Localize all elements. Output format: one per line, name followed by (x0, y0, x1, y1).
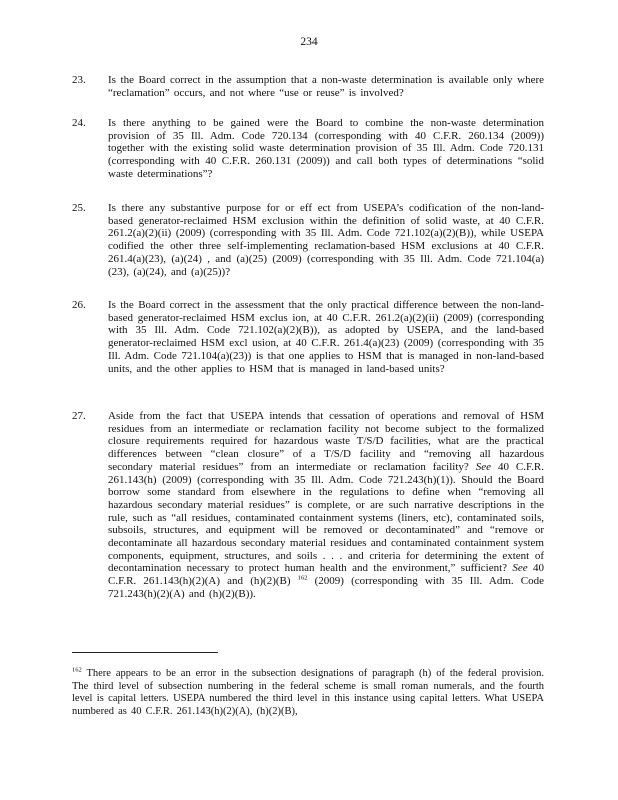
see-signal: See (475, 460, 491, 473)
see-signal: See (512, 562, 528, 575)
footnote-reference[interactable]: 162 (297, 574, 308, 582)
footnote-separator (72, 652, 218, 653)
footnote-number: 162 (72, 666, 82, 674)
question-number: 25. (72, 202, 86, 214)
question-text-part: 40 C.F.R. 261.143(h) (2009) (corresponding with 35 Ill. Adm. Code 721.243(h)(1)). Should the Board borrow some standard from elsewhere in the regulations to define when “removing all hazardous secondary material residues” is complete, or are such narrative descriptions in the rule, such as “all residues, contaminated containment systems (liners, etc), contaminated soils, subsoils, structures, and equipment will be removed or decontaminated” and “remove or decontaminate all hazardous secondary material residues and contaminated containment system components, equipment, structures, and soils . . . and criteria for determining the extent of decontamination necessary to protect human health and the environment,” sufficient? (108, 460, 545, 575)
question-number: 26. (72, 299, 86, 311)
footnote (72, 668, 544, 718)
question-text-part: (2009) (corresponding with 35 Ill. Adm. Code 721.243(h)(2)(A) and (h)(2)(B)). (108, 575, 545, 600)
question-number: 24. (72, 117, 86, 129)
page-number: 234 (300, 36, 318, 48)
question-number: 27. (72, 410, 86, 422)
question-text: Is the Board correct in the assumption that a non-waste determination is available only where “reclamation” occurs, and not where “use or reuse” is involved? (108, 74, 544, 99)
question-text (108, 410, 544, 601)
question-number: 23. (72, 74, 86, 86)
question-text: Is the Board correct in the assessment that the only practical difference between the non-land-based generator-reclaimed HSM exclus ion, at 40 C.F.R. 261.2(a)(2)(ii) (2009) (corresponding with 35 Ill. Adm. Code 721.102(a)(2)(B)), as adopted by USEPA, and the land-based generator-reclaimed HSM excl usion, at 40 C.F.R. 261.4(a)(23) (2009) (corresponding with 35 Ill. Adm. Code 721.104(a)(23)) is that one applies to HSM that is managed in non-land-based units, and the other applies to HSM that is managed in land-based units? (108, 299, 544, 375)
question-text-part: 40 C.F.R. 261.143(h)(2)(A) and (h)(2)(B) (108, 562, 545, 588)
question-text-part: Aside from the fact that USEPA intends that cessation of operations and removal of HSM residues from an intermediate or reclamation facility not become subject to the formalized closure requirements required for hazardous waste T/S/D facilities, what are the practical differences between “clean closure” of a T/S/D facility and “removing all hazardous secondary material residues” from an intermediate or reclamation facility? (108, 410, 544, 473)
footnote-text: There appears to be an error in the subsection designations of paragraph (h) of the federal provision. The third level of subsection numbering in the federal scheme is small roman numerals, and the fourth level is capital letters. USEPA numbered the third level in this instance using capital letters. What USEPA numbered as 40 C.F.R. 261.143(h)(2)(A), (h)(2)(B), (72, 668, 544, 717)
question-text: Is there any substantive purpose for or eff ect from USEPA’s codification of the non-land-based generator-reclaimed HSM exclusion within the definition of solid waste, at 40 C.F.R. 261.2(a)(2)(ii) (2009) (corresponding with 35 Ill. Adm. Code 721.102(a)(2)(B)), while USEPA codified the other three self-implementing reclamation-based HSM exclusions at 40 C.F.R. 261.4(a)(23), (a)(24) , and (a)(25) (2009) (corresponding with 35 Ill. Adm. Code 721.104(a)(23), (a)(24), and (a)(25))? (108, 202, 544, 278)
question-text: Is there anything to be gained were the Board to combine the non-waste determination provision of 35 Ill. Adm. Code 720.134 (corresponding with 40 C.F.R. 260.134 (2009)) together with the existing solid waste determination provision of 35 Ill. Adm. Code 720.131 (corresponding with 40 C.F.R. 260.131 (2009)) and call both types of determinations “solid waste determinations”? (108, 117, 544, 180)
